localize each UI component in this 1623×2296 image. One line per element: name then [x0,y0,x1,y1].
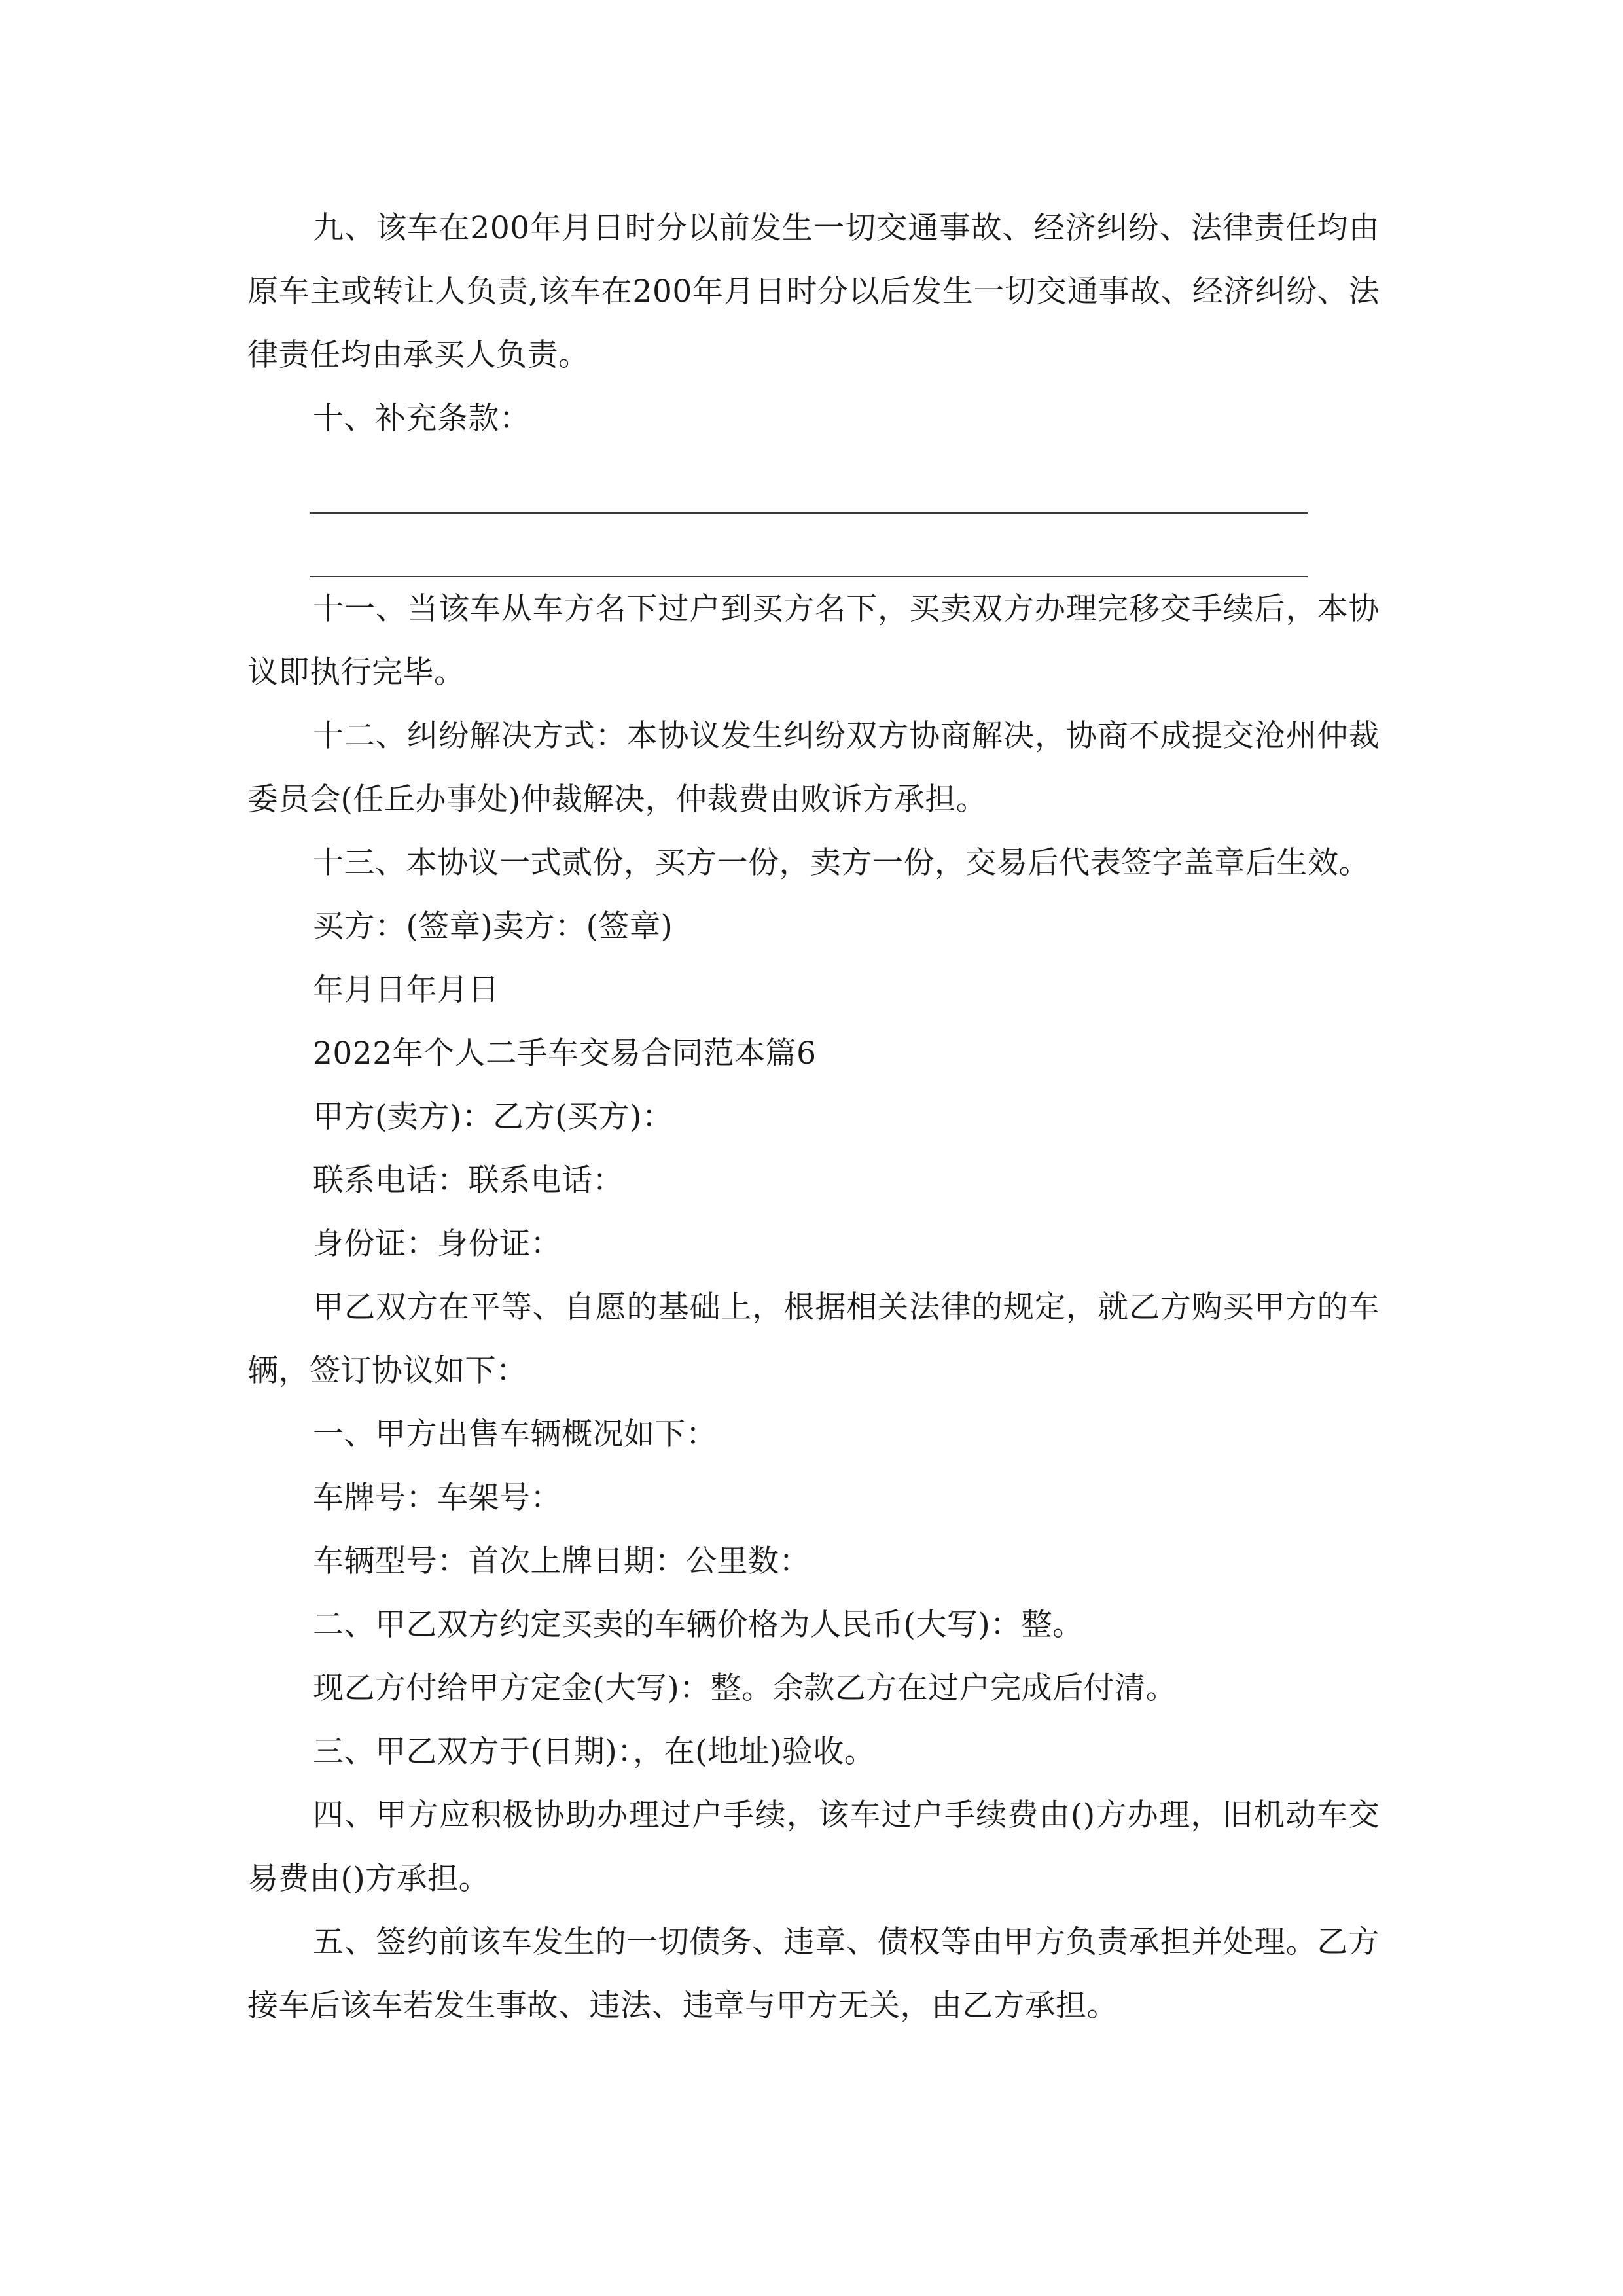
item-2-paragraph: 二、甲乙双方约定买卖的车辆价格为人民币(大写)：整。 [313,1607,1084,1643]
item-3-paragraph: 三、甲乙双方于(日期)：，在(地址)验收。 [313,1734,876,1770]
date-line: 年月日年月日 [313,972,499,1008]
party-line: 甲方(卖方)：乙方(买方)： [313,1099,673,1135]
plate-line: 车牌号：车架号： [313,1480,562,1516]
document-body [247,196,1380,2037]
clause-11-paragraph: 十一、当该车从车方名下过户到买方名下，买卖双方办理完移交手续后，本协议即执行完毕。 [247,591,1380,691]
phone-line: 联系电话：联系电话： [313,1162,624,1198]
signature-line: 买方：(签章)卖方：(签章) [313,908,673,944]
item-5-paragraph: 五、签约前该车发生的一切债务、违章、债权等由甲方负责承担并处理。乙方接车后该车若发生事故、违法、违章与甲方无关，由乙方承担。 [247,1924,1380,2024]
item-1-paragraph: 一、甲方出售车辆概况如下： [313,1416,717,1452]
model-line: 车辆型号：首次上牌日期：公里数： [313,1543,810,1579]
blank-line-2 [310,514,1308,577]
section-title: 2022年个人二手车交易合同范本篇6 [313,1035,817,1071]
blank-line-1 [310,450,1308,514]
clause-10-heading: 十、补充条款： [313,401,531,437]
deposit-line: 现乙方付给甲方定金(大写)：整。余款乙方在过户完成后付清。 [313,1670,1177,1706]
clause-9-paragraph: 九、该车在200年月日时分以前发生一切交通事故、经济纠纷、法律责任均由原车主或转让人负责,该车在200年月日时分以后发生一切交通事故、经济纠纷、法律责任均由承买人负责。 [247,210,1380,373]
id-line: 身份证：身份证： [313,1226,562,1262]
item-4-paragraph: 四、甲方应积极协助办理过户手续，该车过户手续费由()方办理，旧机动车交易费由()方承担。 [247,1797,1380,1897]
preamble-paragraph: 甲乙双方在平等、自愿的基础上，根据相关法律的规定，就乙方购买甲方的车辆，签订协议如下： [247,1289,1380,1389]
supplementary-blank-lines [310,450,1308,577]
clause-13-paragraph: 十三、本协议一式贰份，买方一份，卖方一份，交易后代表签字盖章后生效。 [313,845,1370,881]
clause-12-paragraph: 十二、纠纷解决方式：本协议发生纠纷双方协商解决，协商不成提交沧州仲裁委员会(任丘办事处)仲裁解决，仲裁费由败诉方承担。 [247,718,1380,817]
